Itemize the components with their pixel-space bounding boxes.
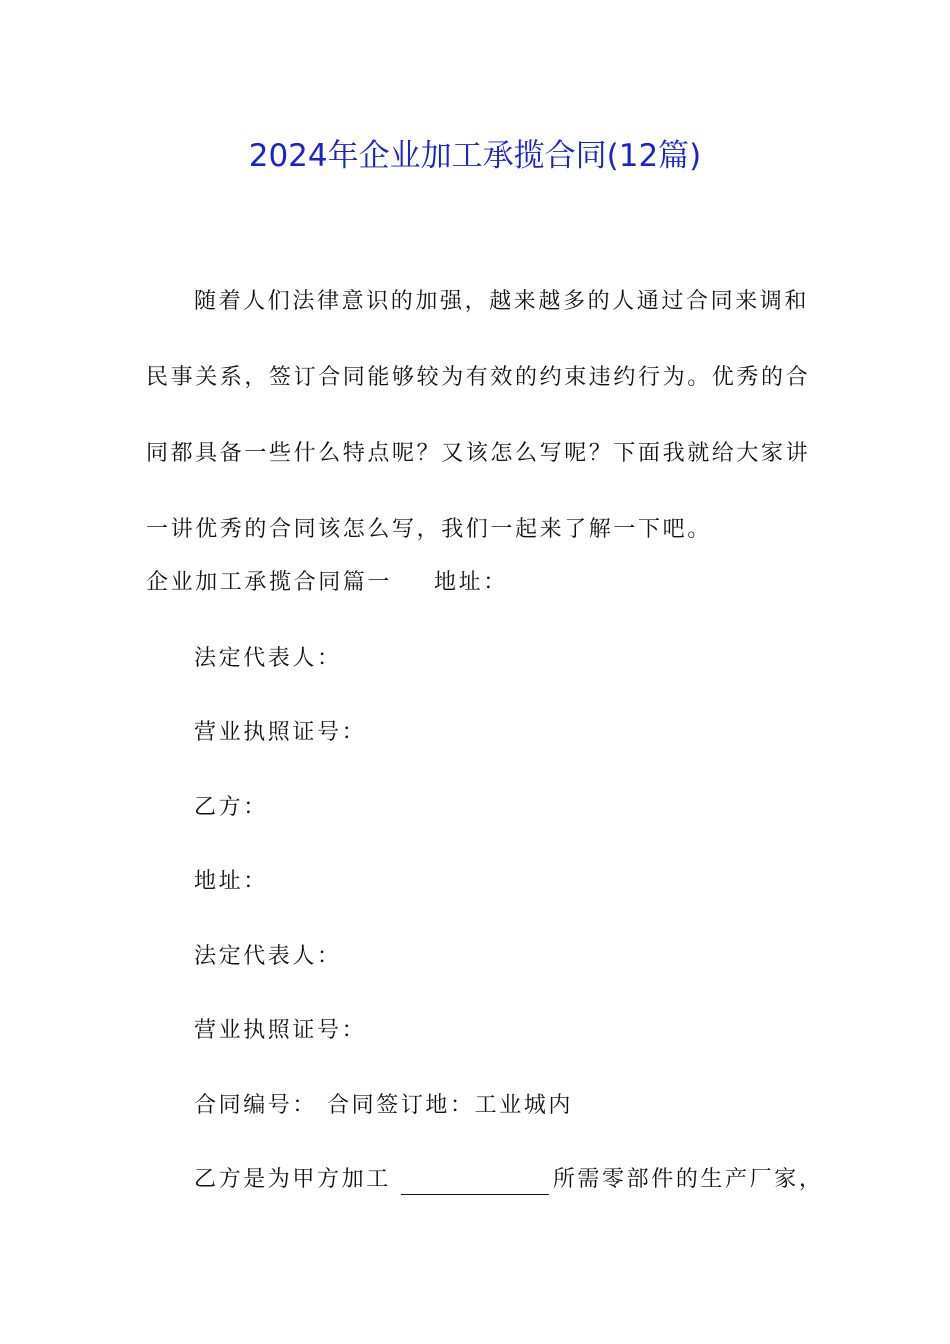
party-a-license-label: 营业执照证号： [194, 720, 367, 745]
party-b-license-label: 营业执照证号： [194, 1018, 367, 1043]
section-heading: 企业加工承揽合同篇一 [146, 570, 393, 595]
party-b-legal-rep-label: 法定代表人： [194, 944, 342, 969]
party-b-address-label: 地址： [194, 869, 268, 894]
processing-statement-start: 乙方是为甲方加工 [194, 1167, 391, 1192]
processing-statement-end: 所需零部件的生产厂家， [552, 1167, 824, 1192]
document-title: 2024年企业加工承揽合同(12篇) [248, 138, 702, 174]
intro-paragraph: 随着人们法律意识的加强，越来越多的人通过合同来调和民事关系，签订合同能够较为有效的约束违约行为。优秀的合同都具备一些什么特点呢？又该怎么写呢？下面我就给大家讲一讲优秀的合同该怎么写，我们一起来了解一下吧。 [146, 289, 811, 542]
party-b-label: 乙方： [194, 795, 268, 820]
fill-in-blank [401, 1172, 549, 1195]
contract-info-line [194, 1091, 573, 1121]
processing-statement-line [194, 1165, 823, 1195]
contract-number-label: 合同编号： [194, 1093, 318, 1118]
contract-place-label: 合同签订地：工业城内 [327, 1093, 574, 1118]
party-a-address-label: 地址： [434, 570, 508, 595]
party-a-legal-rep-label: 法定代表人： [194, 646, 342, 671]
section-heading-line [146, 568, 508, 598]
